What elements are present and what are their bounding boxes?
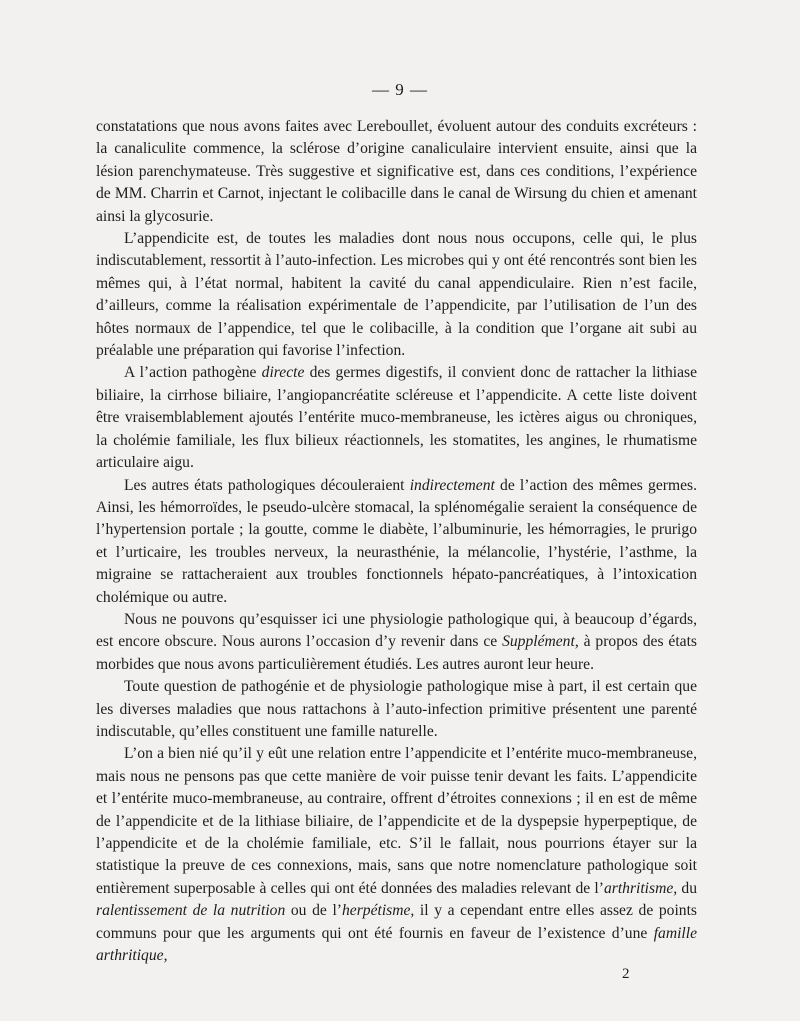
text-run: constatations que nous avons faites avec Lereboullet, évoluent autour des conduits excréteurs : la canaliculite commence, la sclérose d’origine canaliculaire intervient ensuite, ainsi que la lésion parenchymateuse. Très suggestive et significative est, dans ces conditions, l’expérience de MM. Charrin et Carnot, injectant le colibacille dans le canal de Wirsung du chien et amenant ainsi la glycosurie. <box>96 118 697 225</box>
text-run: ou de l’ <box>285 902 342 920</box>
italic-text: ralentissement de la nutrition <box>96 902 286 920</box>
text-run: Les autres états pathologiques découleraient <box>124 476 410 494</box>
body-text <box>96 116 697 967</box>
paragraph-p7 <box>96 743 697 967</box>
text-run: de l’action des mêmes germes. Ainsi, les hémorroïdes, le pseudo-ulcère stomacal, la splénomégalie seraient la conséquence de l’hypertension portale ; la goutte, comme le diabète, l’albuminurie, les hémorragies, le prurigo et l’urticaire, les troubles nerveux, la neurasthénie, la mélancolie, l’hystérie, l’asthme, la migraine se rattacheraient aux troubles fonctionnels hépato-pancréatiques, à l’intoxication cholémique ou autre. <box>96 476 697 606</box>
italic-text: famille arthritique, <box>96 924 697 965</box>
paragraph-p6 <box>96 676 697 743</box>
paragraph-p3 <box>96 362 697 474</box>
italic-text: directe <box>261 364 305 382</box>
text-run: L’appendicite est, de toutes les maladies dont nous nous occupons, celle qui, le plus indiscutablement, ressortit à l’auto-infection. Les microbes qui y ont été rencontrés sont bien les mêmes qui, à l’état normal, habitent la cavité du canal appendiculaire. Rien n’est facile, d’ailleurs, comme la réalisation expérimentale de l’appendicite, par l’utilisation de l’un des hôtes normaux de l’appendice, tel que le colibacille, à la condition que l’organe ait subi au préalable une préparation qui favorise l’infection. <box>96 230 697 360</box>
italic-text: herpétisme, <box>341 902 415 920</box>
text-run: à propos des états morbides que nous avons particulièrement étudiés. Les autres auront leur heure. <box>96 633 697 673</box>
signature-mark: 2 <box>622 966 630 982</box>
text-run: A l’action pathogène <box>124 364 262 382</box>
text-run: il y a cependant entre elles assez de points communs pour que les arguments qui ont été fournis en faveur de l’existence d’une <box>96 902 697 942</box>
text-run: Toute question de pathogénie et de physiologie pathologique mise à part, il est certain que les diverses maladies que nous rattachons à l’auto-infection primitive présentent une parenté indiscutable, qu’elles constituent une famille naturelle. <box>96 678 697 740</box>
italic-text: indirectement <box>409 476 495 494</box>
paragraph-p4 <box>96 475 697 609</box>
paragraph-p1 <box>96 116 697 228</box>
text-run: des germes digestifs, il convient donc de rattacher la lithiase biliaire, la cirrhose biliaire, l’angiopancréatite scléreuse et l’appendicite. A cette liste doivent être vraisemblablement ajoutés l’entérite muco-membraneuse, les ictères aigus ou chroniques, la cholémie familiale, les flux bilieux réactionnels, les stomatites, les angines, le rhumatisme articulaire aigu. <box>96 364 697 472</box>
text-run: Nous ne pouvons qu’esquisser ici une physiologie pathologique qui, à beaucoup d’égards, est encore obscure. Nous aurons l’occasion d’y revenir dans ce <box>96 610 697 651</box>
text-run: du <box>677 879 697 897</box>
paragraph-p5 <box>96 609 697 676</box>
text-run: L’on a bien nié qu’il y eût une relation entre l’appendicite et l’entérite muco-membraneuse, mais nous ne pensons pas que cette manière de voir puisse tenir devant les faits. L’appendicite et l’entérite muco-membraneuse, au contraire, offrent d’étroites connexions ; il en est de même de l’appendicite et de la lithiase biliaire, de l’appendicite et de la dyspepsie hyperpeptique, de l’appendicite et de la cholémie familiale, etc. S’il le fallait, nous pourrions étayer sur la statistique la preuve de ces connexions, mais, sans que notre nomenclature pathologique soit entièrement superposable à celles qui ont été données des maladies relevant de l’ <box>96 745 697 897</box>
page-number: — 9 — <box>372 80 428 99</box>
italic-text: arthritisme, <box>603 879 678 897</box>
paragraph-p2 <box>96 228 697 362</box>
italic-text: Supplément, <box>502 633 579 651</box>
